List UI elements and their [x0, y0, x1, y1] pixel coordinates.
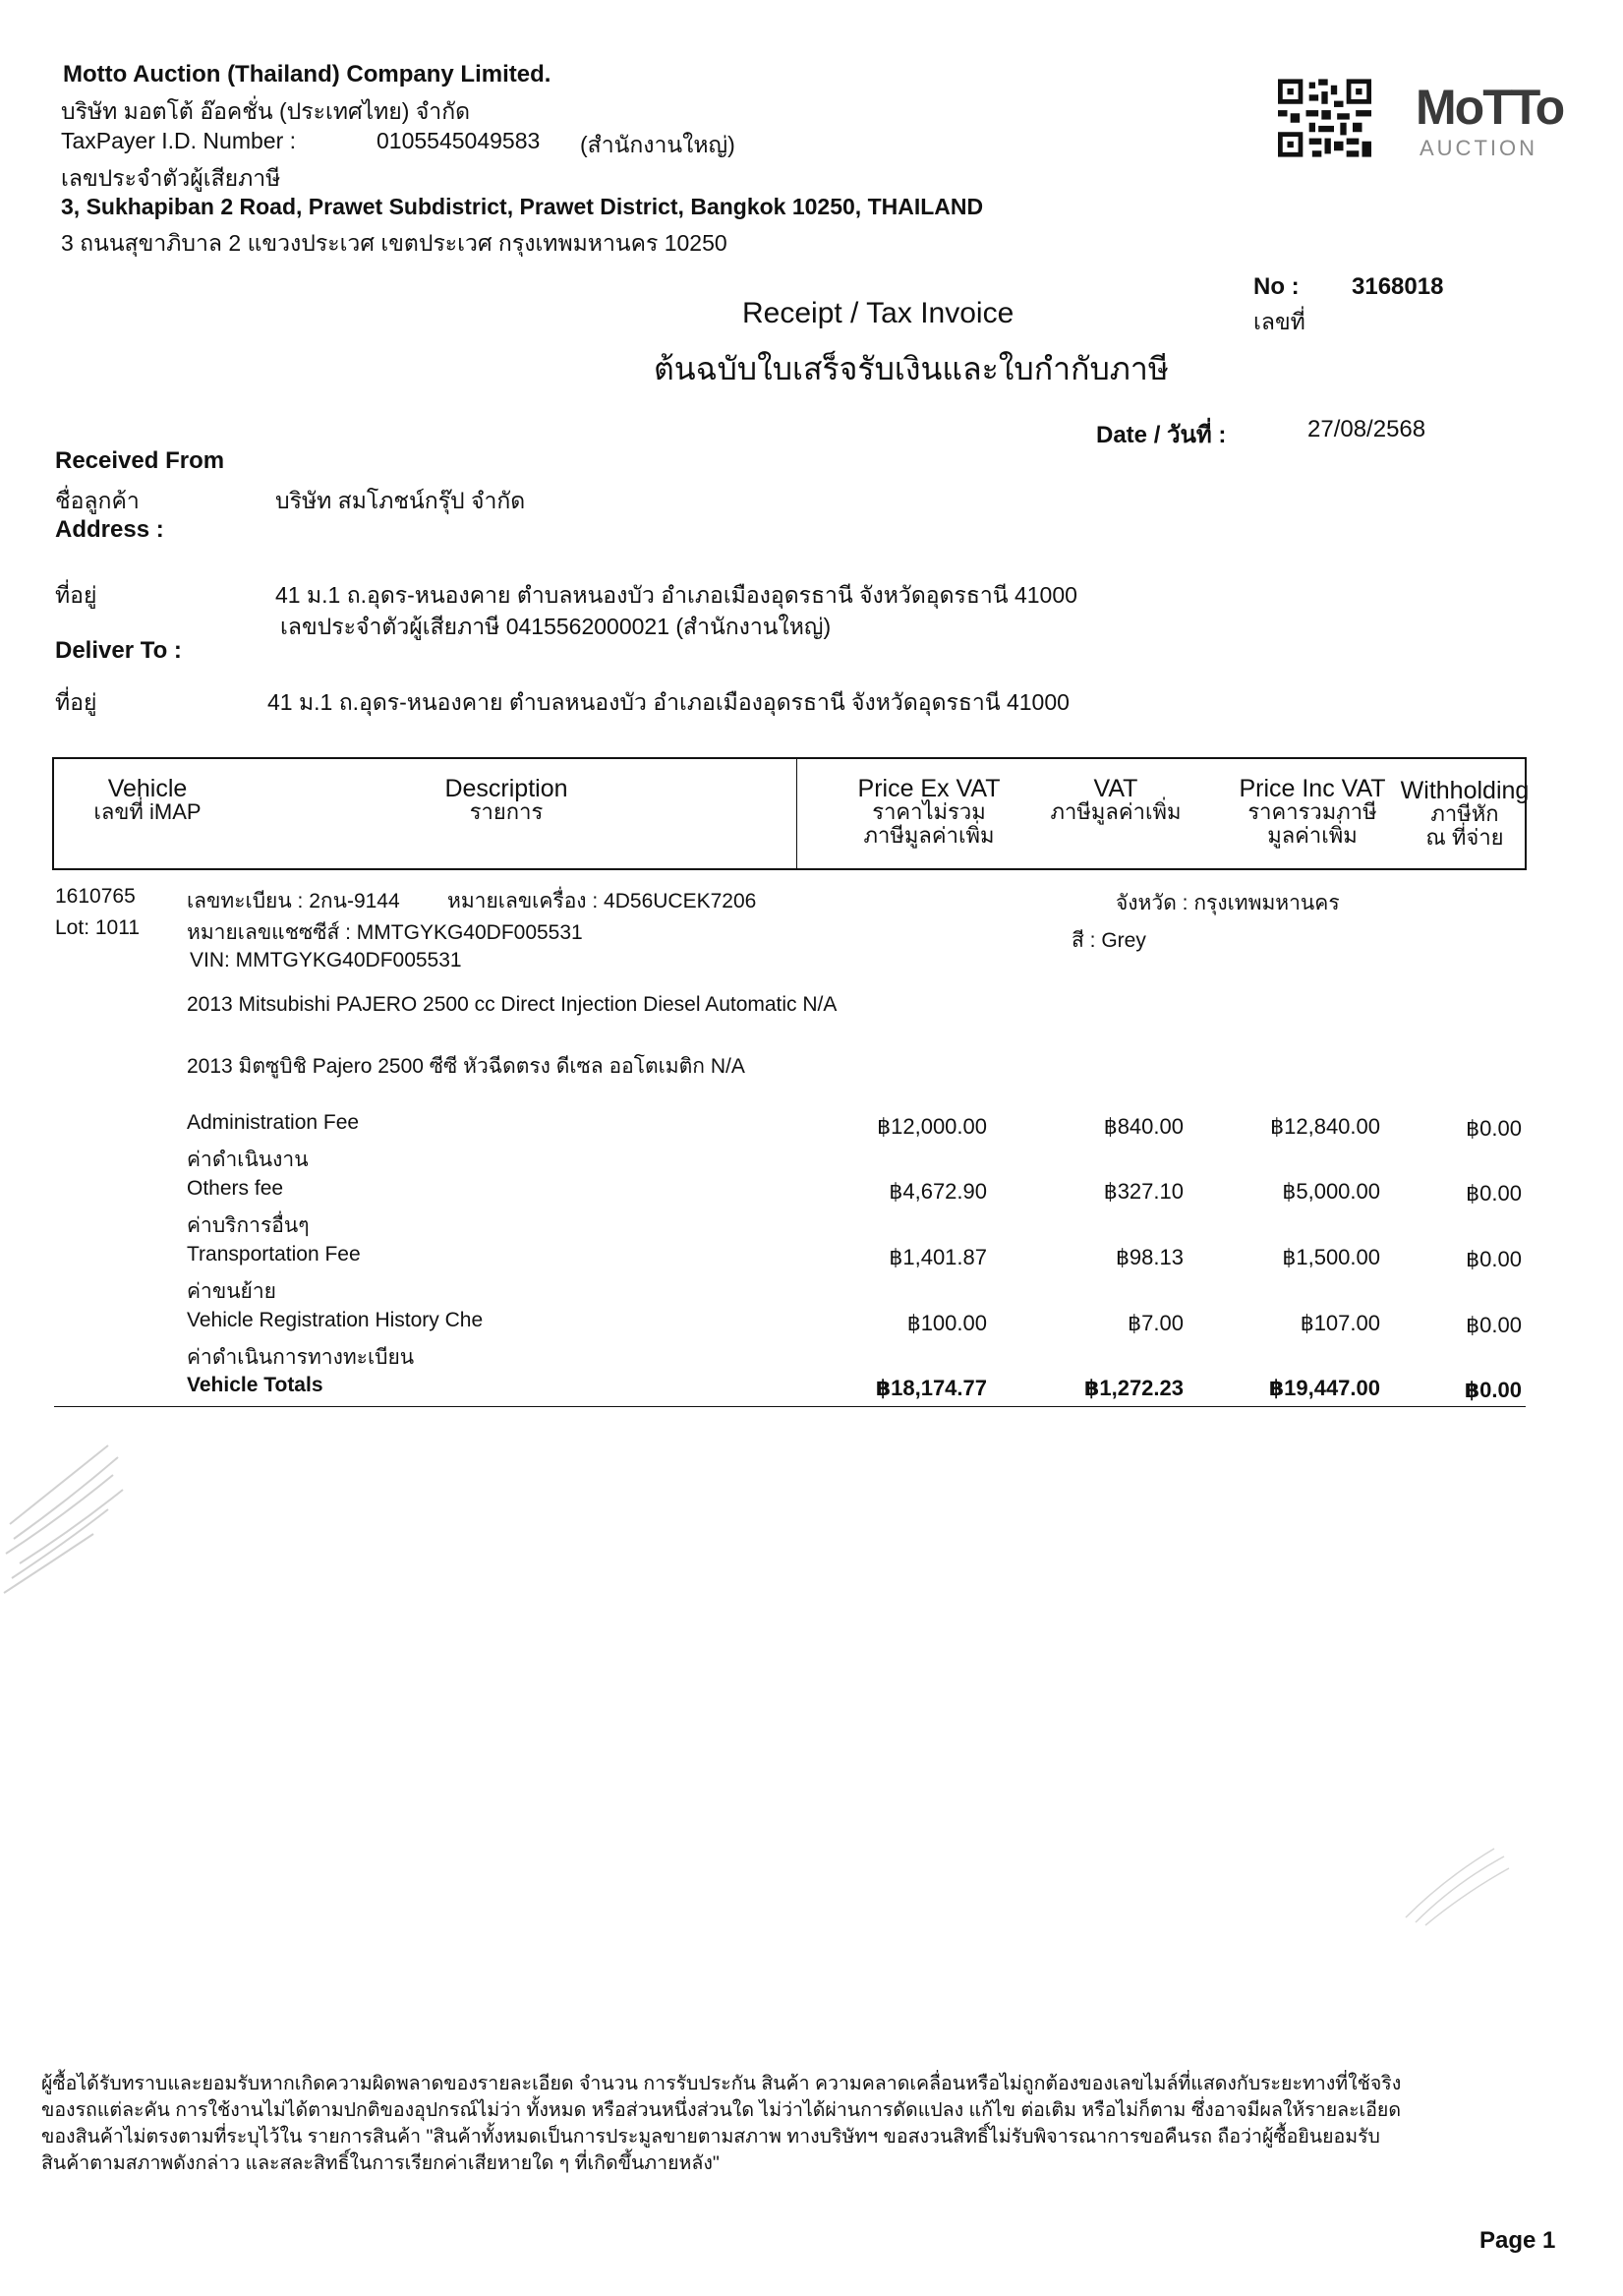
totals-price-inc: ฿19,447.00	[1268, 1376, 1380, 1400]
header-separator	[796, 759, 797, 868]
vehicle-province: จังหวัด : กรุงเทพมหานคร	[1116, 892, 1340, 914]
vehicle-vin: VIN: MMTGYKG40DF005531	[190, 949, 462, 971]
received-from-label: Received From	[55, 447, 225, 474]
col-price-ex-th1: ราคาไม่รวม	[872, 799, 986, 824]
logo-word: MoTTo	[1416, 80, 1564, 135]
col-vehicle-en: Vehicle	[107, 775, 188, 802]
fee-price-inc: ฿5,000.00	[1282, 1179, 1380, 1204]
taxpayer-label: TaxPayer I.D. Number :	[61, 128, 297, 153]
qr-code-icon	[1278, 79, 1371, 157]
fee-label-en: Administration Fee	[187, 1111, 360, 1134]
disclaimer-line4: สินค้าตามสภาพดังกล่าว และสละสิทธิ์ในการเรียกค่าเสียหายใด ๆ ที่เกิดขึ้นภายหลัง"	[41, 2152, 720, 2174]
company-name-en: Motto Auction (Thailand) Company Limited.	[63, 61, 551, 88]
page-number: Page 1	[1479, 2227, 1556, 2254]
fee-price-inc: ฿1,500.00	[1282, 1245, 1380, 1269]
company-address-th: 3 ถนนสุขาภิบาล 2 แขวงประเวศ เขตประเวศ กรุงเทพมหานคร 10250	[61, 230, 727, 256]
fee-withholding: ฿0.00	[1466, 1181, 1522, 1206]
totals-label: Vehicle Totals	[187, 1374, 323, 1396]
address-label-th: ที่อยู่	[55, 582, 97, 608]
items-table-header	[52, 757, 1530, 870]
col-vehicle	[74, 777, 221, 824]
address-label: Address :	[55, 516, 164, 543]
fee-price-ex: ฿1,401.87	[889, 1245, 987, 1269]
taxpayer-label-th: เลขประจำตัวผู้เสียภาษี	[61, 165, 281, 191]
vehicle-plate: เลขทะเบียน : 2กน-9144	[187, 890, 400, 913]
totals-divider	[54, 1406, 1526, 1407]
col-withholding-th1: ภาษีหัก	[1430, 801, 1499, 826]
col-price-inc-th1: ราคารวมภาษี	[1247, 799, 1377, 824]
fee-label-en: Vehicle Registration History Che	[187, 1309, 484, 1331]
deliver-address: 41 ม.1 ถ.อุดร-หนองคาย ตำบลหนองบัว อำเภอเมืองอุดรธานี จังหวัดอุดรธานี 41000	[267, 689, 1070, 715]
date-value: 27/08/2568	[1307, 416, 1426, 442]
col-withholding-en: Withholding	[1400, 777, 1530, 804]
taxpayer-branch: (สำนักงานใหญ่)	[580, 132, 735, 157]
date-label: Date / วันที่ :	[1096, 422, 1227, 448]
col-vat-en: VAT	[1093, 775, 1138, 802]
vehicle-engine: หมายเลขเครื่อง : 4D56UCEK7206	[447, 890, 757, 913]
col-description	[369, 777, 644, 824]
doc-title-th: ต้นฉบับใบเสร็จรับเงินและใบกำกับภาษี	[654, 351, 1169, 386]
col-price-inc-th2: มูลค่าเพิ่ม	[1267, 823, 1358, 848]
address-line2: เลขประจำตัวผู้เสียภาษี 0415562000021 (สำนักงานใหญ่)	[280, 614, 832, 639]
doc-no-value: 3168018	[1352, 273, 1444, 300]
col-price-inc	[1204, 777, 1420, 848]
company-name-th: บริษัท มอตโต้ อ๊อคชั่น (ประเทศไทย) จำกัด	[61, 98, 471, 124]
vehicle-imap: 1610765	[55, 885, 136, 908]
fee-price-ex: ฿100.00	[906, 1311, 987, 1335]
doc-no-label: No :	[1253, 273, 1300, 300]
fee-label-th: ค่าดำเนินการทางทะเบียน	[187, 1346, 415, 1369]
col-price-ex-en: Price Ex VAT	[857, 775, 1001, 802]
fee-price-ex: ฿4,672.90	[889, 1179, 987, 1204]
vehicle-chassis: หมายเลขแชซซีส์ : MMTGYKG40DF005531	[187, 921, 583, 944]
fee-price-ex: ฿12,000.00	[877, 1114, 987, 1139]
fee-vat: ฿7.00	[1128, 1311, 1184, 1335]
fee-price-inc: ฿107.00	[1300, 1311, 1380, 1335]
logo-sub: AUCTION	[1420, 136, 1537, 160]
totals-price-ex: ฿18,174.77	[875, 1376, 987, 1400]
customer-name-value: บริษัท สมโภชน์กรุ๊ป จำกัด	[275, 488, 526, 513]
col-price-ex-th2: ภาษีมูลค่าเพิ่ม	[863, 823, 995, 848]
disclaimer-line3: ของสินค้าไม่ตรงตามที่ระบุไว้ใน รายการสินค้า "สินค้าทั้งหมดเป็นการประมูลขายตามสภาพ ทางบริษัทฯ ขอสงวนสิทธิ์ไม่รับพิจารณาการขอคืนรถ ถือว่าผู้ซื้อยินยอมรับ	[41, 2126, 1380, 2148]
disclaimer-line2: ของรถแต่ละคัน การใช้งานไม่ได้ตามปกติของอุปกรณ์ไม่ว่า ทั้งหมด หรือส่วนหนึ่งส่วนใด ไม่ว่าได้ผ่านการดัดแปลง แก้ไข ต่อเติม หรือไม่ก็ตาม ซึ่งอาจมีผลให้รายละเอียด	[41, 2099, 1402, 2121]
col-vat-th1: ภาษีมูลค่าเพิ่ม	[1050, 799, 1182, 824]
taxpayer-id: 0105545049583	[377, 128, 541, 153]
fee-label-th: ค่าขนย้าย	[187, 1280, 276, 1303]
col-price-inc-en: Price Inc VAT	[1239, 775, 1386, 802]
fee-price-inc: ฿12,840.00	[1270, 1114, 1380, 1139]
doc-no-label-th: เลขที่	[1253, 309, 1305, 334]
doc-title-en: Receipt / Tax Invoice	[742, 297, 1014, 329]
fee-vat: ฿327.10	[1103, 1179, 1184, 1204]
vehicle-description-th: 2013 มิตซูบิชิ Pajero 2500 ซีซี หัวฉีดตรง ดีเซล ออโตเมติก N/A	[187, 1055, 745, 1078]
col-withholding-th2: ณ ที่จ่าย	[1425, 825, 1504, 850]
deliver-to-label: Deliver To :	[55, 637, 182, 664]
disclaimer-line1: ผู้ซื้อได้รับทราบและยอมรับหากเกิดความผิดพลาดของรายละเอียด จำนวน การรับประกัน สินค้า ความคลาดเคลื่อนหรือไม่ถูกต้องของเลขไมล์ที่แสดงกับระยะทางที่ใช้จริง	[41, 2073, 1402, 2094]
company-address-en: 3, Sukhapiban 2 Road, Prawet Subdistrict, Prawet District, Bangkok 10250, THAILAND	[61, 194, 984, 219]
fee-label-en: Transportation Fee	[187, 1243, 361, 1266]
vehicle-description-en: 2013 Mitsubishi PAJERO 2500 cc Direct Injection Diesel Automatic N/A	[187, 993, 838, 1016]
vehicle-lot: Lot: 1011	[55, 916, 141, 939]
fee-withholding: ฿0.00	[1466, 1313, 1522, 1337]
scan-smudge-icon	[0, 1406, 157, 1622]
col-description-en: Description	[444, 775, 568, 802]
fee-withholding: ฿0.00	[1466, 1116, 1522, 1141]
motto-auction-logo	[1416, 79, 1564, 167]
scan-smudge-icon	[1396, 1839, 1514, 1927]
address-line1: 41 ม.1 ถ.อุดร-หนองคาย ตำบลหนองบัว อำเภอเมืองอุดรธานี จังหวัดอุดรธานี 41000	[275, 582, 1077, 608]
col-vehicle-th: เลขที่ iMAP	[93, 799, 202, 824]
col-description-th: รายการ	[469, 799, 544, 824]
totals-withholding: ฿0.00	[1464, 1378, 1522, 1402]
customer-name-label: ชื่อลูกค้า	[55, 488, 140, 513]
totals-vat: ฿1,272.23	[1084, 1376, 1184, 1400]
fee-withholding: ฿0.00	[1466, 1247, 1522, 1271]
vehicle-color: สี : Grey	[1072, 929, 1146, 952]
fee-label-en: Others fee	[187, 1177, 284, 1200]
deliver-address-label-th: ที่อยู่	[55, 689, 97, 715]
fee-label-th: ค่าดำเนินงาน	[187, 1148, 309, 1171]
col-vat	[1017, 777, 1214, 824]
fee-vat: ฿840.00	[1103, 1114, 1184, 1139]
fee-label-th: ค่าบริการอื่นๆ	[187, 1214, 310, 1237]
fee-vat: ฿98.13	[1115, 1245, 1184, 1269]
col-price-ex	[811, 777, 1047, 848]
col-withholding	[1396, 779, 1534, 850]
